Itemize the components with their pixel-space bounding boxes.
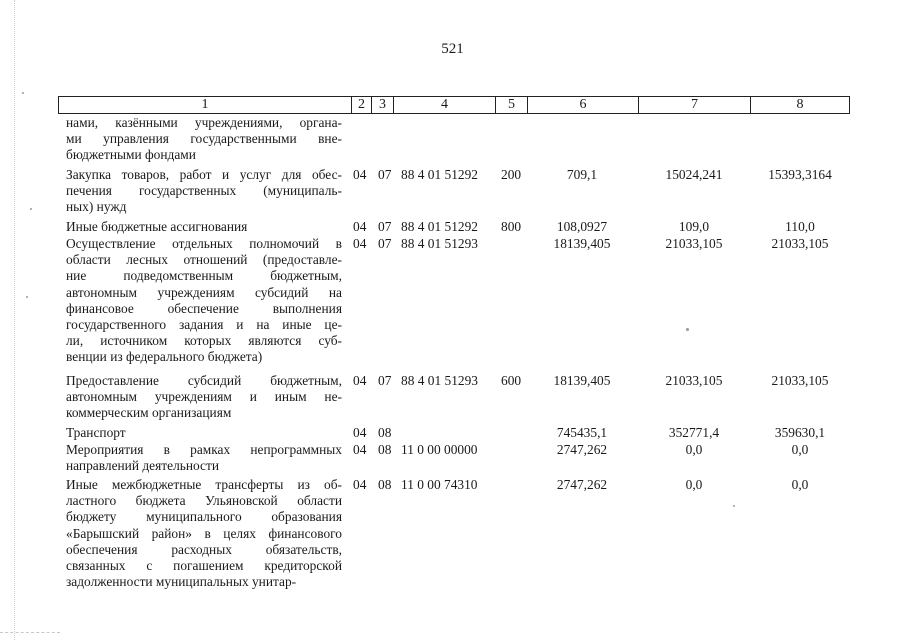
row-target-article: 88 4 01 51293 — [401, 236, 478, 251]
header-col-1: 1 — [59, 97, 352, 113]
row-name-line: бюджетными фондами — [66, 147, 196, 163]
row-name-line: Иные бюджетные ассигнования — [66, 219, 248, 234]
row-name-line: ластного бюджета Ульяновской области — [66, 493, 342, 509]
row-name-line: обеспечения расходных обязательств, — [66, 541, 342, 557]
row-name — [66, 425, 342, 441]
row-name — [66, 442, 342, 474]
row-amount-col7: 15024,241 — [665, 167, 723, 182]
row-name-line: направлений деятельности — [66, 458, 220, 474]
row-section-code: 04 — [353, 167, 367, 182]
row-target-article: 11 0 00 74310 — [401, 477, 478, 492]
row-amount-col8: 110,0 — [785, 219, 815, 234]
row-target-article: 88 4 01 51293 — [401, 373, 478, 388]
row-amount-col6: 108,0927 — [556, 219, 608, 234]
row-section-code: 04 — [353, 442, 367, 457]
row-amount-col6: 2747,262 — [556, 477, 608, 492]
row-section-code: 04 — [353, 425, 367, 440]
row-name — [66, 477, 342, 590]
row-name — [66, 115, 342, 164]
row-name-line: Предоставление субсидий бюджетным, — [66, 373, 342, 388]
row-amount-col8: 0,0 — [791, 477, 809, 492]
row-name-line: печения государственных (муниципаль- — [66, 183, 342, 199]
header-col-2: 2 — [352, 97, 372, 113]
row-name-line: области лесных отношений (предоставле- — [66, 252, 342, 268]
row-subsection-code: 07 — [378, 236, 392, 251]
page-number: 521 — [441, 41, 464, 57]
row-name-line: нами, казёнными учреждениями, органа- — [66, 115, 342, 130]
row-name-line: венции из федерального бюджета) — [66, 349, 263, 365]
row-name-line: ми управления государственными вне- — [66, 131, 342, 147]
row-amount-col7: 0,0 — [685, 477, 703, 492]
row-target-article: 88 4 01 51292 — [401, 219, 478, 234]
scan-speck — [686, 328, 689, 331]
scan-speck — [733, 505, 735, 507]
row-name-line: ных) нужд — [66, 199, 127, 215]
row-amount-col7: 109,0 — [678, 219, 710, 234]
row-name — [66, 219, 342, 235]
row-name-line: Закупка товаров, работ и услуг для обес- — [66, 167, 342, 182]
row-section-code: 04 — [353, 373, 367, 388]
row-subsection-code: 08 — [378, 425, 392, 440]
row-name-line: автономным учреждениям и иным не- — [66, 389, 342, 405]
row-subsection-code: 08 — [378, 442, 392, 457]
row-name-line: государственного задания и на иные це- — [66, 317, 342, 333]
header-col-3: 3 — [372, 97, 394, 113]
row-name-line: связанных с погашением кредиторской — [66, 558, 342, 574]
row-name-line: Транспорт — [66, 425, 126, 440]
header-col-5: 5 — [496, 97, 528, 113]
row-name — [66, 236, 342, 366]
row-amount-col6: 18139,405 — [553, 373, 611, 388]
scan-left-edge — [0, 0, 15, 640]
row-expense-type: 600 — [501, 373, 522, 388]
row-target-article: 88 4 01 51292 — [401, 167, 478, 182]
row-amount-col6: 2747,262 — [556, 442, 608, 457]
row-amount-col6: 745435,1 — [556, 425, 608, 440]
row-name-line: Осуществление отдельных полномочий в — [66, 236, 342, 251]
header-col-4: 4 — [394, 97, 496, 113]
row-amount-col6: 18139,405 — [553, 236, 611, 251]
row-amount-col8: 15393,3164 — [768, 167, 832, 182]
row-amount-col8: 21033,105 — [771, 236, 829, 251]
row-name-line: «Барышский район» в целях финансового — [66, 525, 342, 541]
row-expense-type: 800 — [501, 219, 522, 234]
row-amount-col8: 21033,105 — [771, 373, 829, 388]
row-name-line: задолженности муниципальных унитар- — [66, 574, 297, 590]
row-section-code: 04 — [353, 219, 367, 234]
scan-speck — [30, 208, 32, 210]
row-name-line: бюджету муниципального образования — [66, 509, 342, 525]
row-subsection-code: 08 — [378, 477, 392, 492]
row-subsection-code: 07 — [378, 373, 392, 388]
table-header-row — [58, 96, 850, 114]
scan-speck — [26, 296, 28, 298]
header-col-7: 7 — [639, 97, 751, 113]
header-col-8: 8 — [796, 97, 804, 112]
row-name-line: финансовое обеспечение выполнения — [66, 300, 342, 316]
row-amount-col8: 359630,1 — [774, 425, 826, 440]
scan-speck — [22, 92, 24, 94]
row-name — [66, 373, 342, 422]
row-name-line: ние подведомственным бюджетным, — [66, 268, 342, 284]
row-subsection-code: 07 — [378, 167, 392, 182]
row-amount-col7: 21033,105 — [665, 373, 723, 388]
row-name-line: ли, источником которых являются суб- — [66, 333, 342, 349]
row-expense-type: 200 — [501, 167, 522, 182]
row-subsection-code: 07 — [378, 219, 392, 234]
row-name-line: Иные межбюджетные трансферты из об- — [66, 477, 342, 492]
row-name — [66, 167, 342, 216]
row-section-code: 04 — [353, 477, 367, 492]
row-name-line: автономным учреждениям субсидий на — [66, 284, 342, 300]
row-amount-col7: 352771,4 — [668, 425, 720, 440]
row-section-code: 04 — [353, 236, 367, 251]
scan-bottom-edge — [0, 632, 60, 633]
row-amount-col7: 21033,105 — [665, 236, 723, 251]
row-amount-col7: 0,0 — [685, 442, 703, 457]
row-amount-col8: 0,0 — [791, 442, 809, 457]
row-name-line: Мероприятия в рамках непрограммных — [66, 442, 342, 457]
row-name-line: коммерческим организациям — [66, 405, 232, 421]
row-target-article: 11 0 00 00000 — [401, 442, 478, 457]
header-col-6: 6 — [528, 97, 639, 113]
row-amount-col6: 709,1 — [566, 167, 598, 182]
